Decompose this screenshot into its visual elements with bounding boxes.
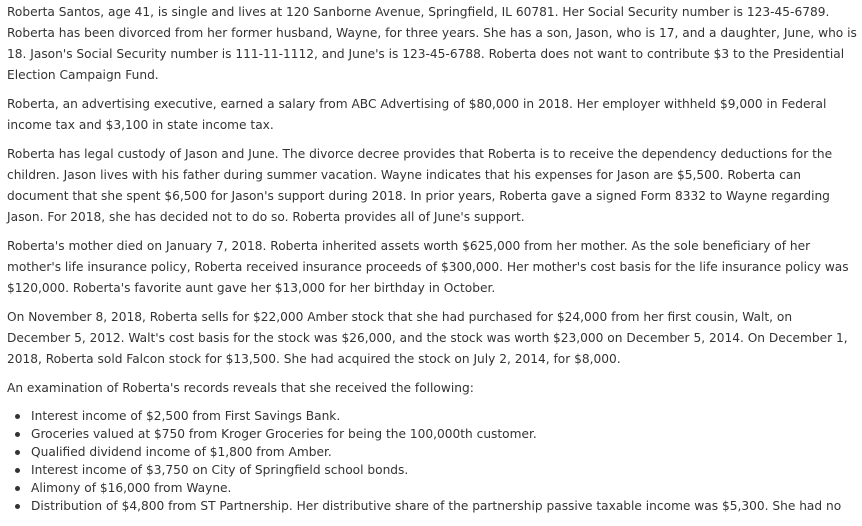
list-item: Alimony of $16,000 from Wayne. bbox=[31, 479, 857, 497]
paragraph-employment: Roberta, an advertising executive, earned a salary from ABC Advertising of $80,000 in 2018. Her employer withheld $9,000 in Federal income tax and $3,100 in state income tax. bbox=[7, 97, 827, 132]
paragraph-stock-sales: On November 8, 2018, Roberta sells for $22,000 Amber stock that she had purchased for $24,000 from her first cousin, Walt, on December 5, 2012. Walt's cost basis for the stock was $26,000, and the stock was worth $23,000 on December 5, 2014. On December 1, 2018, Roberta sold Falcon stock for $13,500. She had acquired the stock on July 2, 2014, for $8,000. bbox=[7, 310, 848, 366]
paragraph-inheritance: Roberta's mother died on January 7, 2018. Roberta inherited assets worth $625,000 from her mother. As the sole beneficiary of her mother's life insurance policy, Roberta received insurance proceeds of $300,000. Her mother's cost basis for the life insurance policy was $120,000. Roberta's favorite aunt gave her $13,000 for her birthday in October. bbox=[7, 239, 849, 295]
list-item: Interest income of $3,750 on City of Springfield school bonds. bbox=[31, 461, 857, 479]
paragraph-records-intro: An examination of Roberta's records reveals that she received the following: bbox=[7, 381, 474, 395]
list-item: Qualified dividend income of $1,800 from Amber. bbox=[31, 443, 857, 461]
list-item: Distribution of $4,800 from ST Partnership. Her distributive share of the partnership passive taxable income was $5,300. She had no bbox=[31, 497, 857, 515]
list-item: Interest income of $2,500 from First Savings Bank. bbox=[31, 407, 857, 425]
paragraph-personal-info: Roberta Santos, age 41, is single and lives at 120 Sanborne Avenue, Springfield, IL 60781. Her Social Security number is 123-45-6789. Roberta has been divorced from her former husband, Wayne, for three years. She has a son, Jason, who is 17, and a daughter, June, who is 18. Jason's Social Security number is 111-11-1112, and June's is 123-45-6788. Roberta does not want to contribute $3 to the Presidential Election Campaign Fund. bbox=[7, 5, 857, 82]
list-item: Groceries valued at $750 from Kroger Groceries for being the 100,000th customer. bbox=[31, 425, 857, 443]
paragraph-custody: Roberta has legal custody of Jason and June. The divorce decree provides that Roberta is to receive the dependency deductions for the children. Jason lives with his father during summer vacation. Wayne indicates that his expenses for Jason are $5,500. Roberta can document that she spent $6,500 for Jason's support during 2018. In prior years, Roberta gave a signed Form 8332 to Wayne regarding Jason. For 2018, she has decided not to do so. Roberta provides all of June's support. bbox=[7, 147, 833, 224]
document-body bbox=[7, 2, 857, 515]
income-list bbox=[7, 407, 857, 515]
